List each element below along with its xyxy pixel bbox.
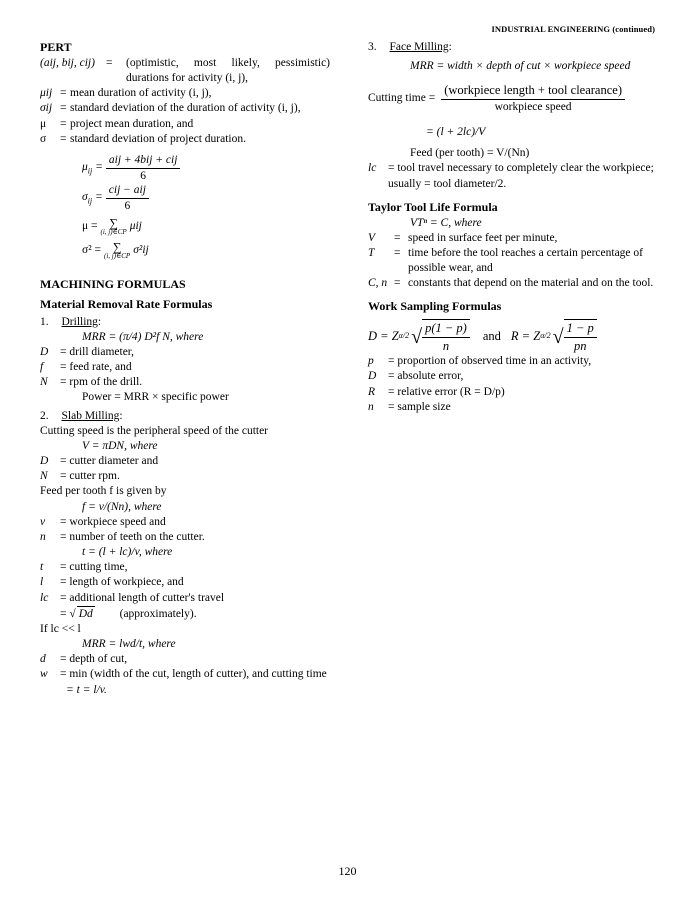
taylor-def: T = time before the tool reaches a certain percentage of possible wear, and: [368, 246, 643, 275]
def-row: t = cutting time,: [40, 561, 128, 574]
sigma-ij-formula: $\sigma_{ij}$ = $\frac{\text{cij − aij}}{6}$: [82, 183, 330, 215]
mu-ij-formula: $\mu_{ij}$ = $\frac{\text{aij + 4bij + cij}}{6}$: [82, 155, 330, 183]
taylor-heading: Taylor Tool Life Formula: [368, 199, 498, 214]
def-row: lc = additional length of cutter's travel: [40, 591, 225, 604]
pert-def: (aij, bij, cij) = (optimistic, most likely, pessimistic) durations for activity (i, j),: [40, 56, 330, 84]
slab-title: 2. Slab Milling:: [40, 409, 123, 422]
pert-def: σij = standard deviation of the duration of activity (i, j),: [40, 102, 301, 115]
pert-formulas: [40, 155, 330, 263]
def-row: w = min (width of the cut, length of cutter), and cutting time: [40, 668, 327, 681]
def-row: n = number of teeth on the cutter.: [40, 530, 205, 543]
cutting-time-formula: Cutting time = $\frac{\text{(workpiece length + tool clearance)}}{\text{workpiece speed}}$: [368, 82, 658, 115]
mu-sum-formula: μ = ∑ (i, j)∈CP μij: [82, 215, 142, 236]
v-formula: V = πDN, where: [82, 439, 158, 452]
ws-def: p = proportion of observed time in an activity,: [368, 355, 592, 368]
t-formula: t = (l + lc)/v, where: [82, 546, 173, 559]
right-column: [368, 40, 658, 415]
feed-per-tooth-formula: Feed (per tooth) = V/(Nn): [410, 147, 530, 160]
def-row: D = drill diameter,: [40, 345, 135, 358]
def-row: v = workpiece speed and: [40, 515, 166, 528]
mrr-subheading: Material Removal Rate Formulas: [40, 296, 213, 311]
drilling-title: 1. Drilling:: [40, 315, 102, 328]
ws-def: R = relative error (R = D/p): [368, 385, 505, 398]
page-number: 120: [338, 864, 357, 878]
face-mrr-formula: MRR = width × depth of cut × workpiece speed: [410, 60, 631, 73]
pert-def: μ = project mean duration, and: [40, 117, 194, 130]
taylor-formula: VTⁿ = C, where: [410, 216, 482, 229]
t-last-formula: = t = l/v.: [66, 683, 107, 696]
def-row: D = cutter diameter and: [40, 455, 159, 468]
def-row: f = feed rate, and: [40, 361, 132, 374]
taylor-def: V = speed in surface feet per minute,: [368, 231, 558, 244]
power-formula: Power = MRR × specific power: [82, 391, 229, 404]
mrr-slab-formula: MRR = lwd/t, where: [82, 638, 176, 651]
if-line: If lc << l: [40, 622, 81, 635]
def-row: N = cutter rpm.: [40, 470, 120, 483]
work-sampling-formulas: D = Z α/2 √ $\frac{p(1 - p)}{n}$ and R = Z α/2 √ $\frac{1 - p}{pn}$: [368, 319, 658, 354]
f-formula: f = v/(Nn), where: [82, 500, 162, 513]
pert-def: σ = standard deviation of project duration.: [40, 132, 246, 145]
feed-per-tooth-text: Feed per tooth f is given by: [40, 485, 167, 498]
cutting-time-eq2: = (l + 2lc)/V: [426, 126, 486, 139]
face-milling-title: 3. Face Milling:: [368, 41, 452, 53]
approx-formula: = √ Dd (approximately).: [40, 606, 330, 622]
def-row: N = rpm of the drill.: [40, 376, 143, 389]
ws-def: n = sample size: [368, 400, 451, 413]
page-header: INDUSTRIAL ENGINEERING (continued): [491, 24, 655, 34]
ws-def: D = absolute error,: [368, 370, 464, 383]
machining-heading: MACHINING FORMULAS: [40, 276, 186, 291]
drilling-formula: MRR = (π/4) D²f N, where: [82, 330, 204, 343]
cutting-speed-text: Cutting speed is the peripheral speed of the cutter: [40, 424, 269, 437]
taylor-def: C, n = constants that depend on the material and on the tool.: [368, 277, 654, 290]
sigma2-sum-formula: σ² = ∑ (i, j)∈CP σ²ij: [82, 239, 149, 260]
left-column: [40, 40, 330, 698]
pert-heading: PERT: [40, 40, 72, 54]
def-row: l = length of workpiece, and: [40, 576, 184, 589]
def-row: d = depth of cut,: [40, 653, 128, 666]
pert-def: μij = mean duration of activity (i, j),: [40, 87, 212, 100]
work-sampling-heading: Work Sampling Formulas: [368, 299, 502, 314]
lc-def: lc = tool travel necessary to completely clear the workpiece; usually = tool diameter/2.: [368, 162, 654, 190]
